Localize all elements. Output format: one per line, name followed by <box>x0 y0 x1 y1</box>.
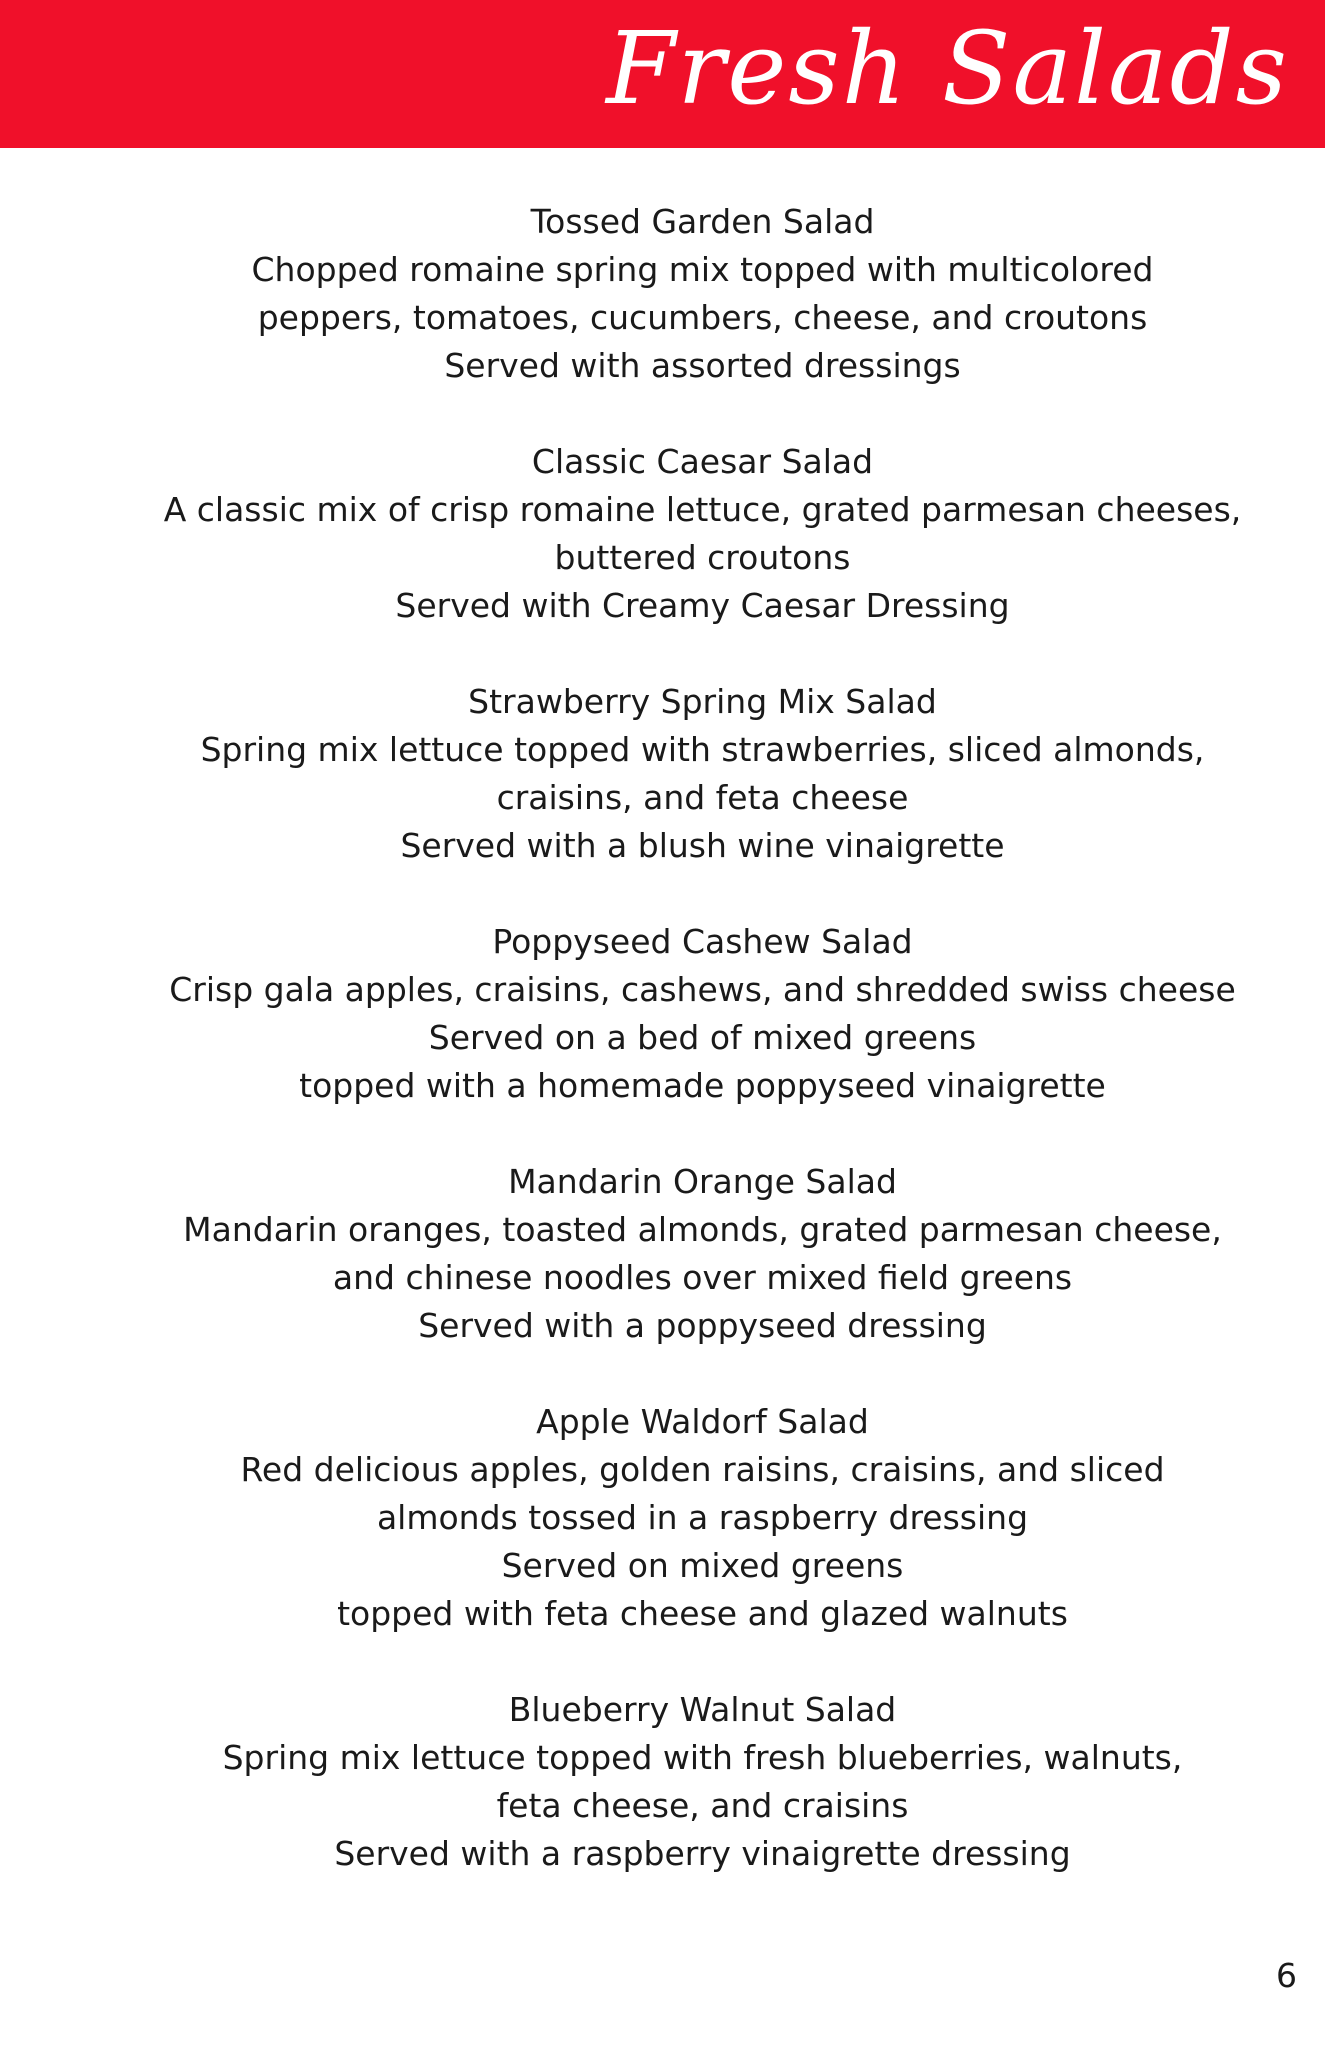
menu-item-description-line: Served with a raspberry vinaigrette dressing <box>334 1834 1071 1873</box>
menu-item-description-line: Served with Creamy Caesar Dressing <box>395 586 1010 625</box>
menu-item-name: Strawberry Spring Mix Salad <box>468 682 937 721</box>
menu-item-description-line: Chopped romaine spring mix topped with multicolored <box>251 250 1154 289</box>
menu-item-poppyseed-cashew-salad <box>0 918 1325 1110</box>
menu-item-name: Poppyseed Cashew Salad <box>492 922 913 961</box>
menu-item-description-line: Served with a poppyseed dressing <box>418 1306 987 1345</box>
menu-item-name: Classic Caesar Salad <box>531 442 874 481</box>
menu-item-mandarin-orange-salad <box>0 1158 1325 1350</box>
menu-item-description-line: Mandarin oranges, toasted almonds, grated parmesan cheese, <box>183 1210 1222 1249</box>
menu-item-description-line: Spring mix lettuce topped with strawberries, sliced almonds, <box>200 730 1205 769</box>
menu-item-description-line: Served with assorted dressings <box>444 346 961 385</box>
menu-item-blueberry-walnut-salad <box>0 1686 1325 1878</box>
header-bar <box>0 0 1325 148</box>
menu-item-apple-waldorf-salad <box>0 1398 1325 1638</box>
page-title: Fresh Salads <box>606 10 1289 127</box>
page-number: 6 <box>1276 1956 1297 1995</box>
menu-item-strawberry-spring-mix-salad <box>0 678 1325 870</box>
menu-item-description-line: Crisp gala apples, craisins, cashews, and shredded swiss cheese <box>169 970 1236 1009</box>
menu-item-description-line: Spring mix lettuce topped with fresh blueberries, walnuts, <box>222 1738 1183 1777</box>
menu-item-name: Blueberry Walnut Salad <box>508 1690 897 1729</box>
menu-item-description-line: Served with a blush wine vinaigrette <box>400 826 1005 865</box>
menu-item-description-line: feta cheese, and craisins <box>496 1786 909 1825</box>
menu-item-description-line: Served on mixed greens <box>501 1546 904 1585</box>
menu-item-name: Mandarin Orange Salad <box>508 1162 897 1201</box>
menu-item-description-line: topped with a homemade poppyseed vinaigrette <box>299 1066 1106 1105</box>
menu-item-name: Apple Waldorf Salad <box>536 1402 869 1441</box>
menu-item-description-line: buttered croutons <box>554 538 851 577</box>
menu-item-name: Tossed Garden Salad <box>530 202 875 241</box>
menu-item-tossed-garden-salad <box>0 198 1325 390</box>
menu-item-classic-caesar-salad <box>0 438 1325 630</box>
menu-item-description-line: A classic mix of crisp romaine lettuce, grated parmesan cheeses, <box>163 490 1242 529</box>
menu-item-description-line: topped with feta cheese and glazed walnuts <box>337 1594 1068 1633</box>
menu-item-description-line: peppers, tomatoes, cucumbers, cheese, and croutons <box>257 298 1148 337</box>
menu-item-description-line: almonds tossed in a raspberry dressing <box>376 1498 1029 1537</box>
menu-item-description-line: Served on a bed of mixed greens <box>428 1018 977 1057</box>
menu-item-description-line: craisins, and feta cheese <box>496 778 909 817</box>
menu-item-description-line: Red delicious apples, golden raisins, craisins, and sliced <box>240 1450 1165 1489</box>
menu-item-description-line: and chinese noodles over mixed field greens <box>332 1258 1073 1297</box>
salad-menu <box>0 198 1325 1926</box>
